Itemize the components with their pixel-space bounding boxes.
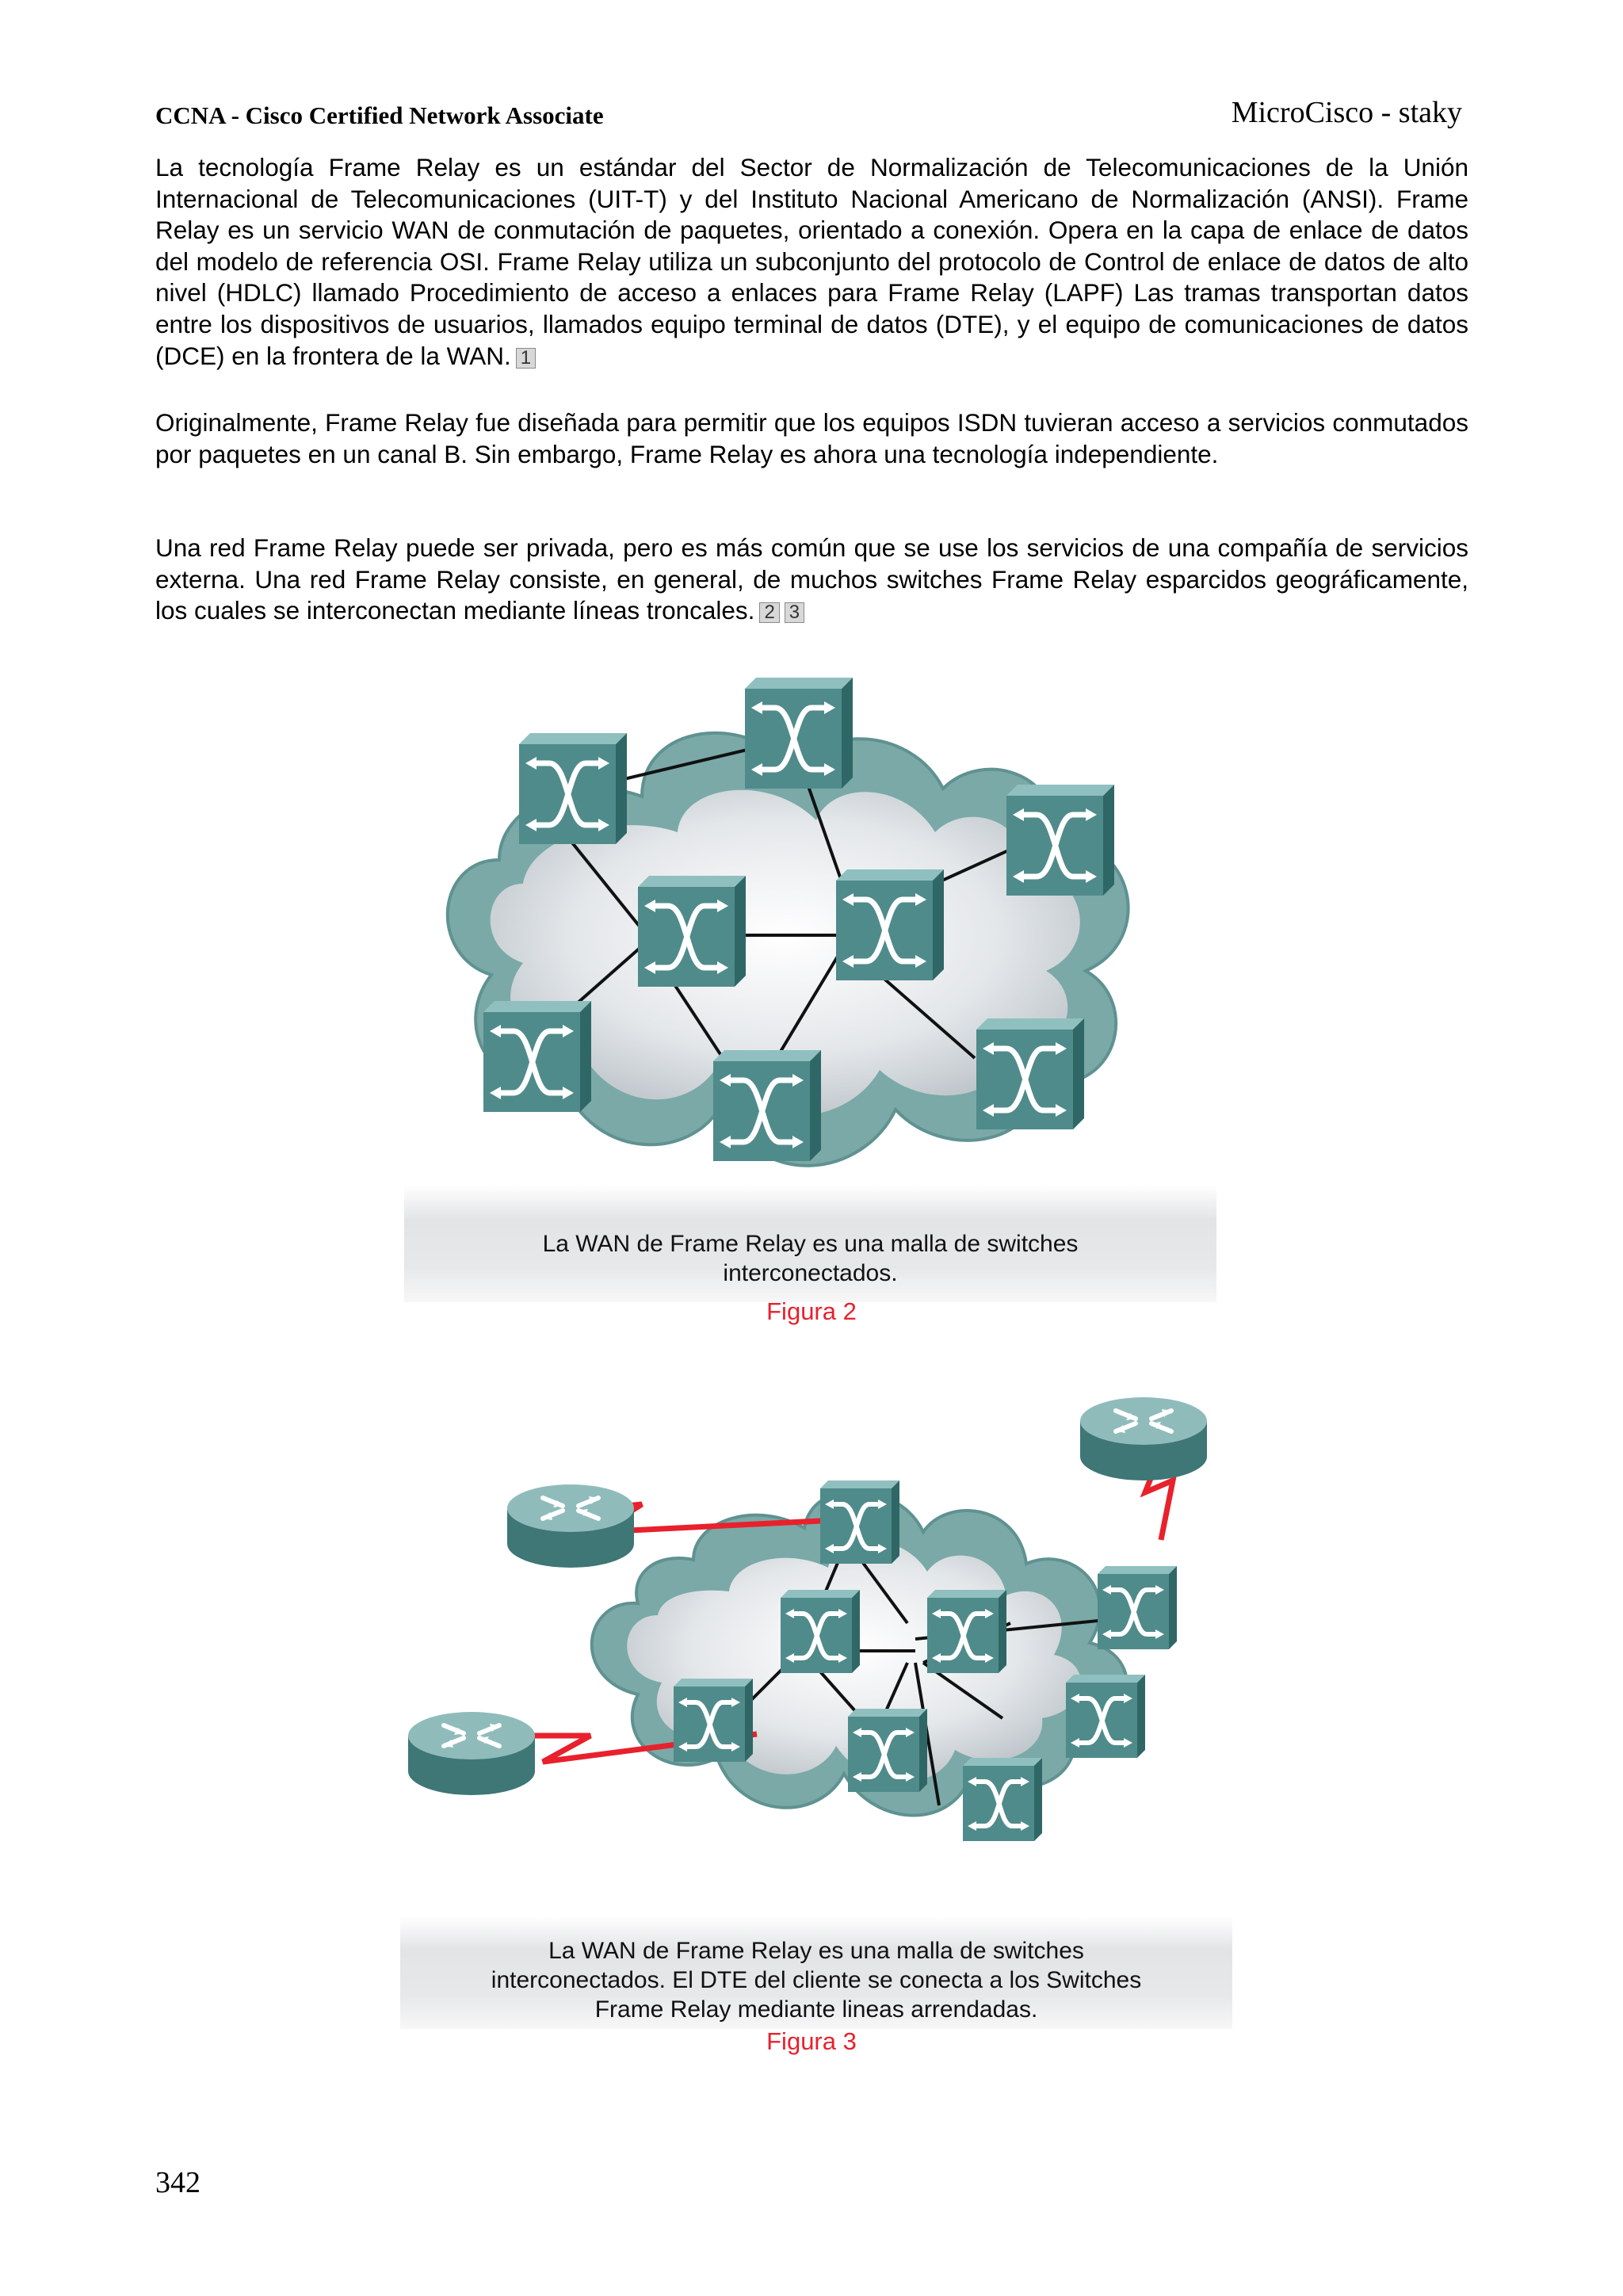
caption-line: La WAN de Frame Relay es una malla de switches [542, 1231, 1079, 1257]
frame-relay-switch-icon [745, 678, 853, 789]
frame-relay-switch-icon [963, 1758, 1042, 1841]
header-author: MicroCisco - staky [1231, 96, 1462, 129]
caption-line: La WAN de Frame Relay es una malla de switches [548, 1938, 1084, 1964]
frame-relay-switch-icon [781, 1590, 860, 1673]
paragraph-frame-relay-standard [155, 152, 1468, 372]
frame-relay-dte-diagram [400, 1362, 1232, 1932]
frame-relay-switch-icon [1066, 1675, 1145, 1758]
paragraph-frame-relay-origin: Originalmente, Frame Relay fue diseñada para permitir que los equipos ISDN tuvieran acceso a servicios conmutados por paquetes en un canal B. Sin embargo, Frame Relay es ahora una tecnología independiente. [155, 408, 1468, 468]
paragraph-text: La tecnología Frame Relay es un estándar del Sector de Normalización de Telecomunicaciones de la Unión Internacional de Telecomunicaciones (UIT-T) y del Instituto Nacional Americano de Normalización (ANSI). Frame Relay es un servicio WAN de conmutación de paquetes, orientado a conexión. Opera en la capa de enlace de datos del modelo de referencia OSI. Frame Relay utiliza un subconjunto del protocolo de Control de enlace de datos de alto nivel (HDLC) llamado Procedimiento de acceso a enlaces para Frame Relay (LAPF) Las tramas transportan datos entre los dispositivos de usuarios, llamados equipo terminal de datos (DTE), y el equipo de comunicaciones de datos (DCE) en la frontera de la WAN. [155, 153, 1468, 370]
router-icon [1080, 1397, 1207, 1480]
figure-caption [404, 1229, 1216, 1288]
router-icon [408, 1712, 535, 1795]
paragraph-frame-relay-network [155, 533, 1468, 627]
page-number: 342 [155, 2166, 200, 2199]
paragraph-text: Una red Frame Relay puede ser privada, pero es más común que se use los servicios de una compañía de servicios externa. Una red Frame Relay consiste, en general, de muchos switches Frame Relay esparcidos geográficamente, los cuales se interconectan mediante líneas troncales. [155, 533, 1468, 625]
frame-relay-switch-icon [976, 1018, 1084, 1129]
caption-line: Frame Relay mediante lineas arrendadas. [594, 1996, 1038, 2023]
frame-relay-switch-icon [713, 1050, 821, 1161]
frame-relay-switch-icon [638, 876, 746, 987]
router-icon [507, 1484, 634, 1568]
caption-line: interconectados. El DTE del cliente se conecta a los Switches [491, 1967, 1142, 1993]
header-course-title: CCNA - Cisco Certified Network Associate [155, 101, 604, 129]
frame-relay-switch-icon [1006, 785, 1114, 896]
frame-relay-switch-icon [674, 1679, 753, 1762]
figure-ref-2[interactable]: 2 [759, 602, 779, 623]
frame-relay-switch-icon [848, 1709, 927, 1792]
frame-relay-switch-icon [1098, 1566, 1177, 1649]
figure-caption [400, 1936, 1232, 2024]
figure-2 [404, 654, 1216, 1300]
frame-relay-mesh-diagram [404, 654, 1216, 1224]
frame-relay-switch-icon [836, 869, 944, 980]
figure-3 [400, 1362, 1232, 2027]
frame-relay-switch-icon [927, 1590, 1006, 1673]
frame-relay-switch-icon [519, 733, 627, 844]
caption-line: interconectados. [723, 1260, 898, 1286]
figure-ref-3[interactable]: 3 [785, 602, 804, 623]
frame-relay-switch-icon [483, 1001, 591, 1112]
figure-ref-1[interactable]: 1 [516, 348, 536, 369]
figure-3-label: Figura 3 [766, 2027, 857, 2055]
frame-relay-switch-icon [820, 1480, 899, 1564]
figure-2-label: Figura 2 [766, 1297, 857, 1325]
